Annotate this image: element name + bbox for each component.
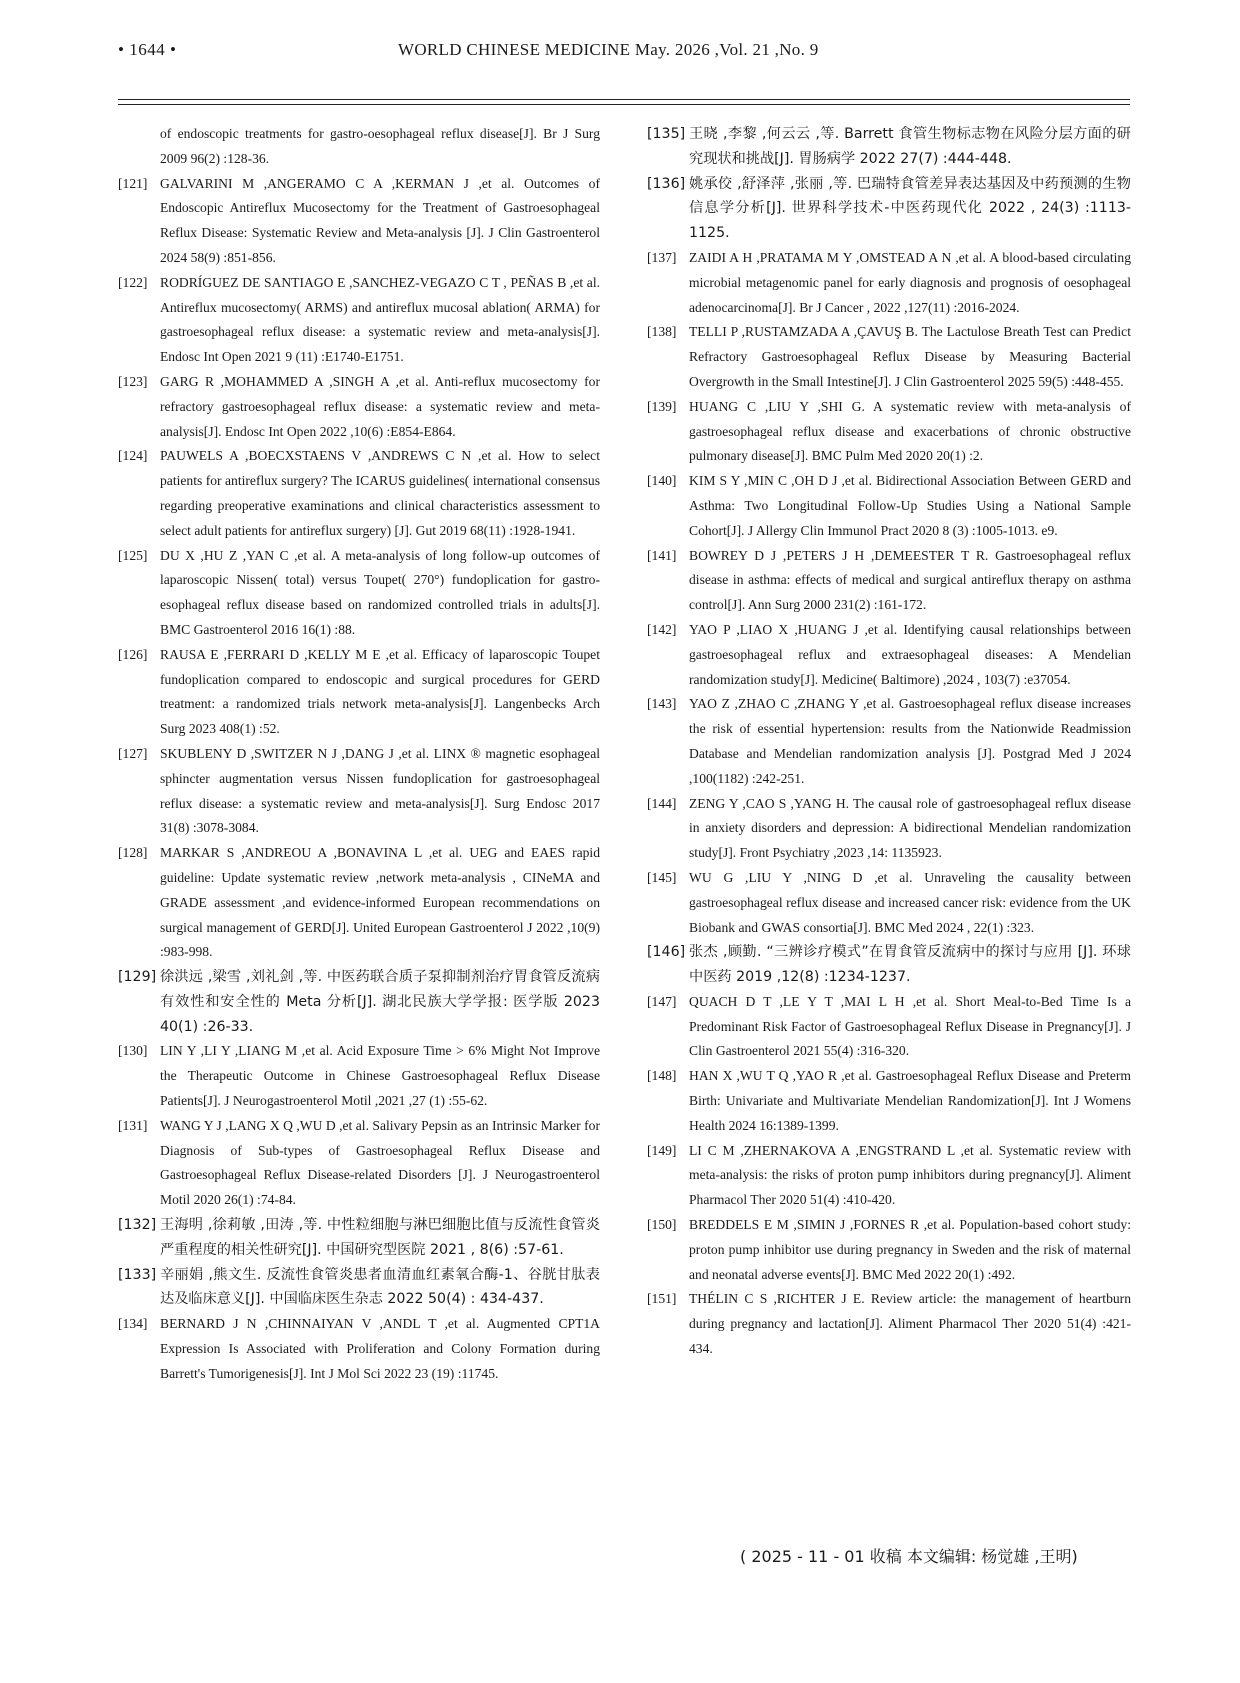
reference-entry bbox=[647, 469, 1131, 543]
reference-entry bbox=[647, 692, 1131, 791]
reference-text: 徐洪远 ,梁雪 ,刘礼剑 ,等. 中医药联合质子泵抑制剂治疗胃食管反流病有效性和安全性的 Meta 分析[J]. 湖北民族大学学报: 医学版 2023 40(1) :26-33. bbox=[160, 969, 600, 1035]
reference-number: [150] bbox=[647, 1217, 677, 1233]
reference-number: [143] bbox=[647, 696, 677, 712]
reference-number: [141] bbox=[647, 547, 677, 563]
reference-text: ZENG Y ,CAO S ,YANG H. The causal role of gastroesophageal reflux disease in anxiety disorders and depression: A bidirectional Mendelian randomization study[J]. Front Psychiatry ,2023 ,14: 1135923. bbox=[689, 795, 1131, 861]
reference-number: [136] bbox=[647, 175, 686, 192]
reference-entry bbox=[647, 792, 1131, 866]
reference-entry bbox=[647, 1139, 1131, 1213]
reference-column-left bbox=[118, 122, 600, 1387]
header-rule-thick bbox=[118, 99, 1130, 100]
reference-number: [123] bbox=[118, 373, 148, 389]
reference-text: LI C M ,ZHERNAKOVA A ,ENGSTRAND L ,et al. Systematic review with meta-analysis: the risks of proton pump inhibitors during pregnancy[J]. Aliment Pharmacol Ther 2020 51(4) :410-420. bbox=[689, 1142, 1131, 1208]
page-number: • 1644 • bbox=[118, 40, 177, 59]
reference-number: [133] bbox=[118, 1266, 157, 1283]
reference-text: PAUWELS A ,BOECXSTAENS V ,ANDREWS C N ,et al. How to select patients for antireflux surgery? The ICARUS guidelines( international consensus regarding preoperative examinations and clinical characteristics assessment to select adult patients for antireflux surgery) [J]. Gut 2019 68(11) :1928-1941. bbox=[160, 448, 600, 538]
reference-text: ZAIDI A H ,PRATAMA M Y ,OMSTEAD A N ,et al. A blood-based circulating microbial metagenomic panel for early diagnosis and prognosis of oesophageal adenocarcinoma[J]. Br J Cancer , 2022 ,127(11) :2016-2024. bbox=[689, 249, 1131, 315]
journal-citation-line: WORLD CHINESE MEDICINE May. 2026 ,Vol. 21 ,No. 9 bbox=[398, 40, 819, 59]
reference-number: [121] bbox=[118, 175, 148, 191]
reference-text: of endoscopic treatments for gastro-oesophageal reflux disease[J]. Br J Surg 2009 96(2) :128-36. bbox=[160, 126, 600, 166]
reference-number: [129] bbox=[118, 969, 157, 986]
reference-text: HAN X ,WU T Q ,YAO R ,et al. Gastroesophageal Reflux Disease and Preterm Birth: Univariate and Multivariate Mendelian Randomization[J]. Int J Womens Health 2024 16:1389-1399. bbox=[689, 1068, 1131, 1133]
reference-number: [149] bbox=[647, 1142, 677, 1158]
reference-entry bbox=[647, 866, 1131, 940]
reference-number: [124] bbox=[118, 448, 148, 464]
reference-number: [145] bbox=[647, 869, 677, 885]
reference-entry bbox=[118, 271, 600, 370]
reference-entry bbox=[647, 618, 1131, 692]
reference-entry bbox=[647, 1287, 1131, 1361]
reference-text: 王海明 ,徐莉敏 ,田涛 ,等. 中性粒细胞与淋巴细胞比值与反流性食管炎严重程度的相关性研究[J]. 中国研究型医院 2021 , 8(6) :57-61. bbox=[160, 1217, 600, 1258]
running-header bbox=[118, 40, 1130, 70]
reference-entry bbox=[118, 1213, 600, 1263]
reference-number: [148] bbox=[647, 1068, 677, 1084]
reference-text: KIM S Y ,MIN C ,OH D J ,et al. Bidirectional Association Between GERD and Asthma: Two Longitudinal Follow-Up Studies Using a National Sample Cohort[J]. J Allergy Clin Immunol Pract 2020 8 (3) :1005-1013. e9. bbox=[689, 473, 1131, 538]
reference-entry bbox=[118, 1039, 600, 1113]
reference-number: [151] bbox=[647, 1291, 677, 1307]
reference-text: MARKAR S ,ANDREOU A ,BONAVINA L ,et al. UEG and EAES rapid guideline: Update systematic review ,network meta-analysis , CINeMA and GRADE assessment ,and evidence-informed European recommendations on surgical management of GERD[J]. United European Gastroenterol J 2022 ,10(9) :983-998. bbox=[160, 845, 600, 960]
reference-entry bbox=[118, 841, 600, 965]
reference-entry bbox=[647, 1064, 1131, 1138]
reference-entry bbox=[118, 965, 600, 1039]
reference-text: 王晓 ,李黎 ,何云云 ,等. Barrett 食管生物标志物在风险分层方面的研究现状和挑战[J]. 胃肠病学 2022 27(7) :444-448. bbox=[689, 126, 1131, 167]
reference-text: DU X ,HU Z ,YAN C ,et al. A meta-analysis of long follow-up outcomes of laparoscopic Nissen( total) versus Toupet( 270°) fundoplication for gastro-esophageal reflux disease based on randomized controlled trials in adults[J]. BMC Gastroenterol 2016 16(1) :88. bbox=[160, 547, 600, 637]
reference-text: RAUSA E ,FERRARI D ,KELLY M E ,et al. Efficacy of laparoscopic Toupet fundoplication compared to endoscopic and surgical procedures for GERD treatment: a randomized trials network meta-analysis[J]. Langenbecks Arch Surg 2023 408(1) :52. bbox=[160, 646, 600, 737]
reference-text: TELLI P ,RUSTAMZADA A ,ÇAVUŞ B. The Lactulose Breath Test can Predict Refractory Gastroesophageal Reflux Disease by Measuring Bacterial Overgrowth in the Small Intestine[J]. J Clin Gastroenterol 2025 59(5) :448-455. bbox=[689, 324, 1131, 389]
reference-text: GARG R ,MOHAMMED A ,SINGH A ,et al. Anti-reflux mucosectomy for refractory gastroesophageal reflux disease: a systematic review and meta-analysis[J]. Endosc Int Open 2022 ,10(6) :E854-E864. bbox=[160, 373, 600, 439]
reference-entry bbox=[118, 172, 600, 271]
reference-text: HUANG C ,LIU Y ,SHI G. A systematic review with meta-analysis of gastroesophageal reflux disease and exacerbations of chronic obstructive pulmonary disease[J]. BMC Pulm Med 2020 20(1) :2. bbox=[689, 398, 1131, 464]
reference-entry bbox=[118, 643, 600, 742]
reference-entry bbox=[647, 1213, 1131, 1287]
reference-entry bbox=[647, 990, 1131, 1064]
reference-entry bbox=[118, 1312, 600, 1386]
reference-entry bbox=[118, 370, 600, 444]
reference-text: QUACH D T ,LE Y T ,MAI L H ,et al. Short Meal-to-Bed Time Is a Predominant Risk Factor of Gastroesophageal Reflux Disease in Pregnancy[J]. J Clin Gastroenterol 2021 55(4) :316-320. bbox=[689, 993, 1131, 1059]
reference-number: [126] bbox=[118, 646, 148, 662]
reference-column-right bbox=[647, 122, 1131, 1362]
reference-text: RODRÍGUEZ DE SANTIAGO E ,SANCHEZ-VEGAZO C T , PEÑAS B ,et al. Antireflux mucosectomy( ARMS) and antireflux mucosal ablation( ARMA) for gastroesophageal reflux disease: a systematic review and meta-analysis[J]. Endosc Int Open 2021 9 (11) :E1740-E1751. bbox=[160, 274, 600, 365]
reference-entry bbox=[647, 544, 1131, 618]
reference-entry bbox=[647, 172, 1131, 246]
reference-text: 辛丽娟 ,熊文生. 反流性食管炎患者血清血红素氧合酶-1、谷胱甘肽表达及临床意义[J]. 中国临床医生杂志 2022 50(4) : 434-437. bbox=[160, 1266, 600, 1308]
reference-text: LIN Y ,LI Y ,LIANG M ,et al. Acid Exposure Time > 6% Might Not Improve the Therapeutic Outcome in Chinese Gastroesophageal Reflux Disease Patients[J]. J Neurogastroenterol Motil ,2021 ,27 (1) :55-62. bbox=[160, 1043, 600, 1109]
reference-number: [135] bbox=[647, 126, 686, 142]
reference-text: BERNARD J N ,CHINNAIYAN V ,ANDL T ,et al. Augmented CPT1A Expression Is Associated with Proliferation and Colony Formation during Barrett's Tumorigenesis[J]. Int J Mol Sci 2022 23 (19) :11745. bbox=[160, 1316, 600, 1381]
reference-number: [134] bbox=[118, 1316, 148, 1332]
reference-text: BOWREY D J ,PETERS J H ,DEMEESTER T R. Gastroesophageal reflux disease in asthma: effects of medical and surgical antireflux therapy on asthma control[J]. Ann Surg 2000 231(2) :161-172. bbox=[689, 547, 1131, 613]
received-editor-note: ( 2025 - 11 - 01 收稿 本文编辑: 杨觉雄 ,王明) bbox=[740, 1547, 1078, 1566]
reference-number: [147] bbox=[647, 993, 677, 1009]
reference-text: YAO P ,LIAO X ,HUANG J ,et al. Identifying causal relationships between gastroesophageal reflux and extraesophageal diseases: A Mendelian randomization study[J]. Medicine( Baltimore) ,2024 , 103(7) :e37054. bbox=[689, 621, 1131, 687]
reference-number: [138] bbox=[647, 324, 677, 340]
reference-number: [122] bbox=[118, 274, 148, 290]
reference-entry bbox=[118, 444, 600, 543]
reference-text: BREDDELS E M ,SIMIN J ,FORNES R ,et al. Population-based cohort study: proton pump inhibitor use during pregnancy in Sweden and the risk of maternal and neonatal adverse events[J]. BMC Med 2022 20(1) :492. bbox=[689, 1217, 1131, 1282]
reference-entry bbox=[118, 742, 600, 841]
reference-number: [144] bbox=[647, 795, 677, 811]
reference-text: WU G ,LIU Y ,NING D ,et al. Unraveling the causality between gastroesophageal reflux disease and increased cancer risk: evidence from the UK Biobank and GWAS consortia[J]. BMC Med 2024 , 22(1) :323. bbox=[689, 869, 1131, 935]
reference-entry bbox=[647, 122, 1131, 172]
reference-number: [130] bbox=[118, 1043, 148, 1059]
reference-text: WANG Y J ,LANG X Q ,WU D ,et al. Salivary Pepsin as an Intrinsic Marker for Diagnosis of Sub-types of Gastroesophageal Reflux Disease and Gastroesophageal Reflux Disease-related Disorders [J]. J Neurogastroenterol Motil 2020 26(1) :74-84. bbox=[160, 1117, 600, 1208]
reference-entry-continued bbox=[118, 122, 600, 172]
reference-number: [139] bbox=[647, 398, 677, 414]
reference-entry bbox=[647, 320, 1131, 394]
reference-entry bbox=[118, 544, 600, 643]
reference-entry bbox=[647, 940, 1131, 990]
reference-number: [137] bbox=[647, 249, 677, 265]
reference-number: [146] bbox=[647, 944, 686, 961]
reference-number: [131] bbox=[118, 1117, 148, 1133]
reference-entry bbox=[647, 395, 1131, 469]
reference-number: [128] bbox=[118, 845, 148, 861]
reference-number: [125] bbox=[118, 547, 148, 563]
reference-text: 张杰 ,顾勤. “三辨诊疗模式”在胃食管反流病中的探讨与应用 [J]. 环球中医药 2019 ,12(8) :1234-1237. bbox=[689, 944, 1131, 986]
reference-number: [127] bbox=[118, 745, 148, 761]
reference-text: SKUBLENY D ,SWITZER N J ,DANG J ,et al. LINX ® magnetic esophageal sphincter augmentation versus Nissen fundoplication for gastroesophageal reflux disease: a systematic review and meta-analysis[J]. Surg Endosc 2017 31(8) :3078-3084. bbox=[160, 745, 600, 836]
reference-text: 姚承佼 ,舒泽萍 ,张丽 ,等. 巴瑞特食管差异表达基因及中药预测的生物信息学分析[J]. 世界科学技术-中医药现代化 2022 , 24(3) :1113-1125. bbox=[689, 175, 1131, 242]
reference-entry bbox=[118, 1263, 600, 1313]
reference-entry bbox=[118, 1114, 600, 1213]
reference-text: GALVARINI M ,ANGERAMO C A ,KERMAN J ,et al. Outcomes of Endoscopic Antireflux Mucosectomy for the Treatment of Gastroesophageal Reflux Disease: Systematic Review and Meta-analysis [J]. J Clin Gastroenterol 2024 58(9) :851-856. bbox=[160, 175, 600, 265]
reference-number: [132] bbox=[118, 1217, 157, 1234]
reference-number: [140] bbox=[647, 473, 677, 489]
reference-text: YAO Z ,ZHAO C ,ZHANG Y ,et al. Gastroesophageal reflux disease increases the risk of essential hypertension: results from the Nationwide Readmission Database and Mendelian randomization analysis [J]. Postgrad Med J 2024 ,100(1182) :242-251. bbox=[689, 696, 1131, 786]
reference-number: [142] bbox=[647, 621, 677, 637]
reference-text: THÉLIN C S ,RICHTER J E. Review article: the management of heartburn during pregnancy and lactation[J]. Aliment Pharmacol Ther 2020 51(4) :421-434. bbox=[689, 1291, 1131, 1357]
header-rule-thin bbox=[118, 104, 1130, 105]
reference-entry bbox=[647, 246, 1131, 320]
